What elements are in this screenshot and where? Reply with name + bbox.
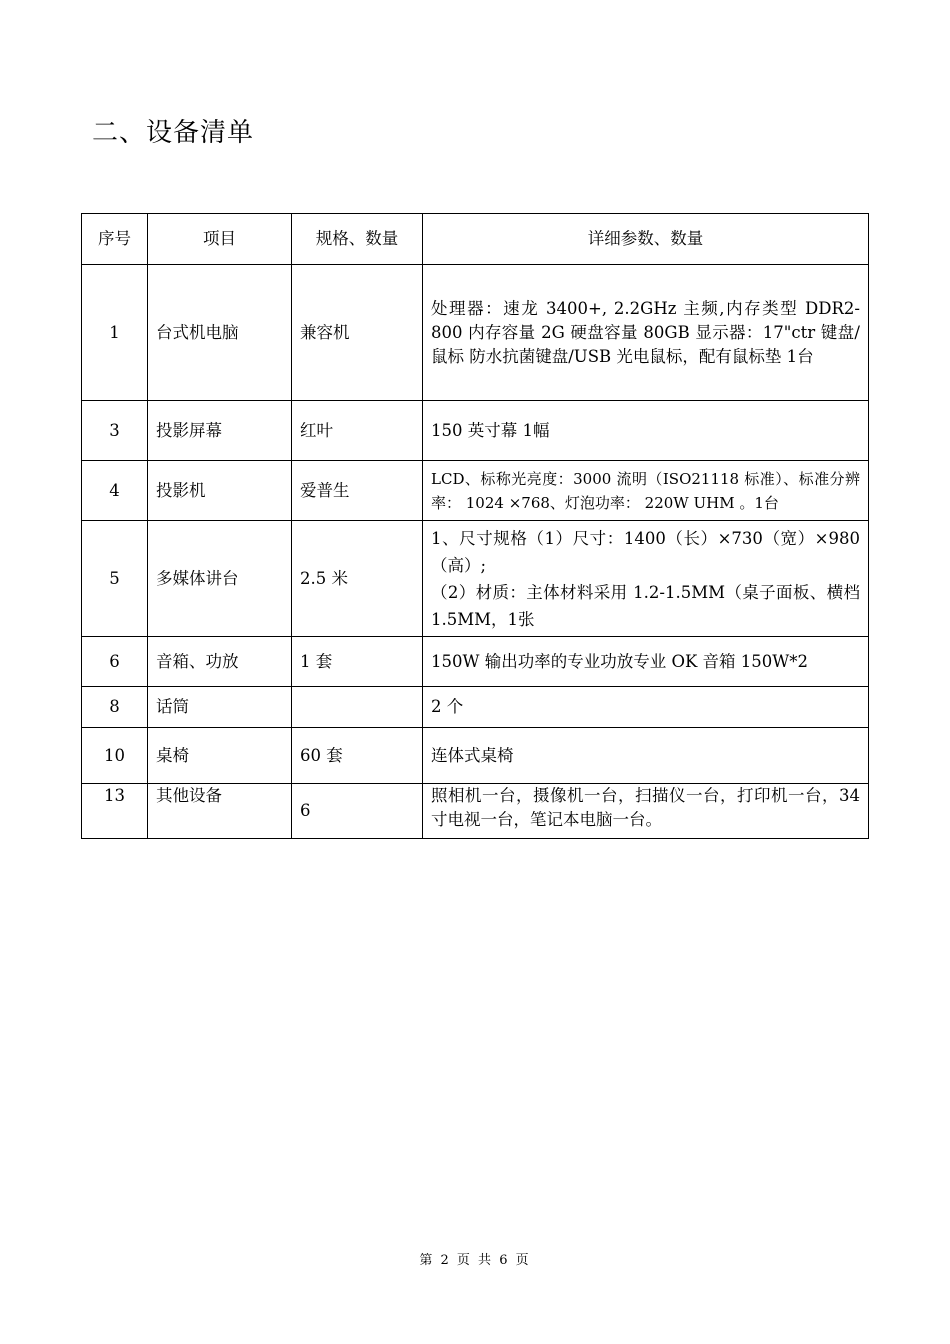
cell-detail: 连体式桌椅 xyxy=(423,728,869,784)
table-row xyxy=(82,728,869,784)
cell-detail: 150 英寸幕 1幅 xyxy=(423,401,869,461)
header-item: 项目 xyxy=(148,214,292,265)
table-row xyxy=(82,521,869,637)
table-row xyxy=(82,461,869,521)
cell-no: 3 xyxy=(82,401,148,461)
cell-spec: 兼容机 xyxy=(292,265,423,401)
cell-spec: 1 套 xyxy=(292,637,423,687)
cell-no: 5 xyxy=(82,521,148,637)
cell-item: 投影机 xyxy=(148,461,292,521)
cell-no: 8 xyxy=(82,687,148,728)
cell-item: 多媒体讲台 xyxy=(148,521,292,637)
cell-item: 桌椅 xyxy=(148,728,292,784)
detail-line: （2）材质：主体材料采用 1.2-1.5MM（桌子面板、横档 1.5MM，1张 xyxy=(431,582,860,629)
cell-spec: 60 套 xyxy=(292,728,423,784)
cell-no: 4 xyxy=(82,461,148,521)
cell-spec: 红叶 xyxy=(292,401,423,461)
table-row xyxy=(82,784,869,839)
cell-no: 6 xyxy=(82,637,148,687)
header-detail: 详细参数、数量 xyxy=(423,214,869,265)
table-row xyxy=(82,687,869,728)
cell-spec: 6 xyxy=(292,784,423,839)
cell-spec xyxy=(292,687,423,728)
cell-no: 13 xyxy=(82,784,148,839)
cell-item: 投影屏幕 xyxy=(148,401,292,461)
cell-detail: 150W 输出功率的专业功放专业 OK 音箱 150W*2 xyxy=(423,637,869,687)
cell-detail xyxy=(423,521,869,637)
cell-no: 10 xyxy=(82,728,148,784)
equipment-table xyxy=(81,213,869,839)
cell-spec: 爱普生 xyxy=(292,461,423,521)
table-row xyxy=(82,401,869,461)
table-row xyxy=(82,265,869,401)
cell-detail: 处理器：速龙 3400+, 2.2GHz 主频,内存类型 DDR2-800 内存容量 2G 硬盘容量 80GB 显示器：17"ctr 键盘/鼠标 防水抗菌键盘/USB 光电鼠标，配有鼠标垫 1台 xyxy=(423,265,869,401)
table-header-row xyxy=(82,214,869,265)
cell-no: 1 xyxy=(82,265,148,401)
page-footer: 第 2 页 共 6 页 xyxy=(419,1253,531,1268)
header-no: 序号 xyxy=(82,214,148,265)
cell-detail: LCD、标称光亮度：3000 流明（ISO21118 标准）、标准分辨率： 1024 ×768、灯泡功率： 220W UHM 。1台 xyxy=(423,461,869,521)
detail-line: 1、尺寸规格（1）尺寸：1400（长）×730（宽）×980（高）; xyxy=(431,528,860,575)
table-row xyxy=(82,637,869,687)
header-spec: 规格、数量 xyxy=(292,214,423,265)
cell-item: 话筒 xyxy=(148,687,292,728)
cell-detail: 2 个 xyxy=(423,687,869,728)
cell-item: 其他设备 xyxy=(148,784,292,839)
cell-item: 台式机电脑 xyxy=(148,265,292,401)
cell-spec: 2.5 米 xyxy=(292,521,423,637)
section-heading: 二、设备清单 xyxy=(92,118,255,148)
cell-item: 音箱、功放 xyxy=(148,637,292,687)
cell-detail: 照相机一台，摄像机一台，扫描仪一台，打印机一台，34 寸电视一台，笔记本电脑一台。 xyxy=(423,784,869,839)
